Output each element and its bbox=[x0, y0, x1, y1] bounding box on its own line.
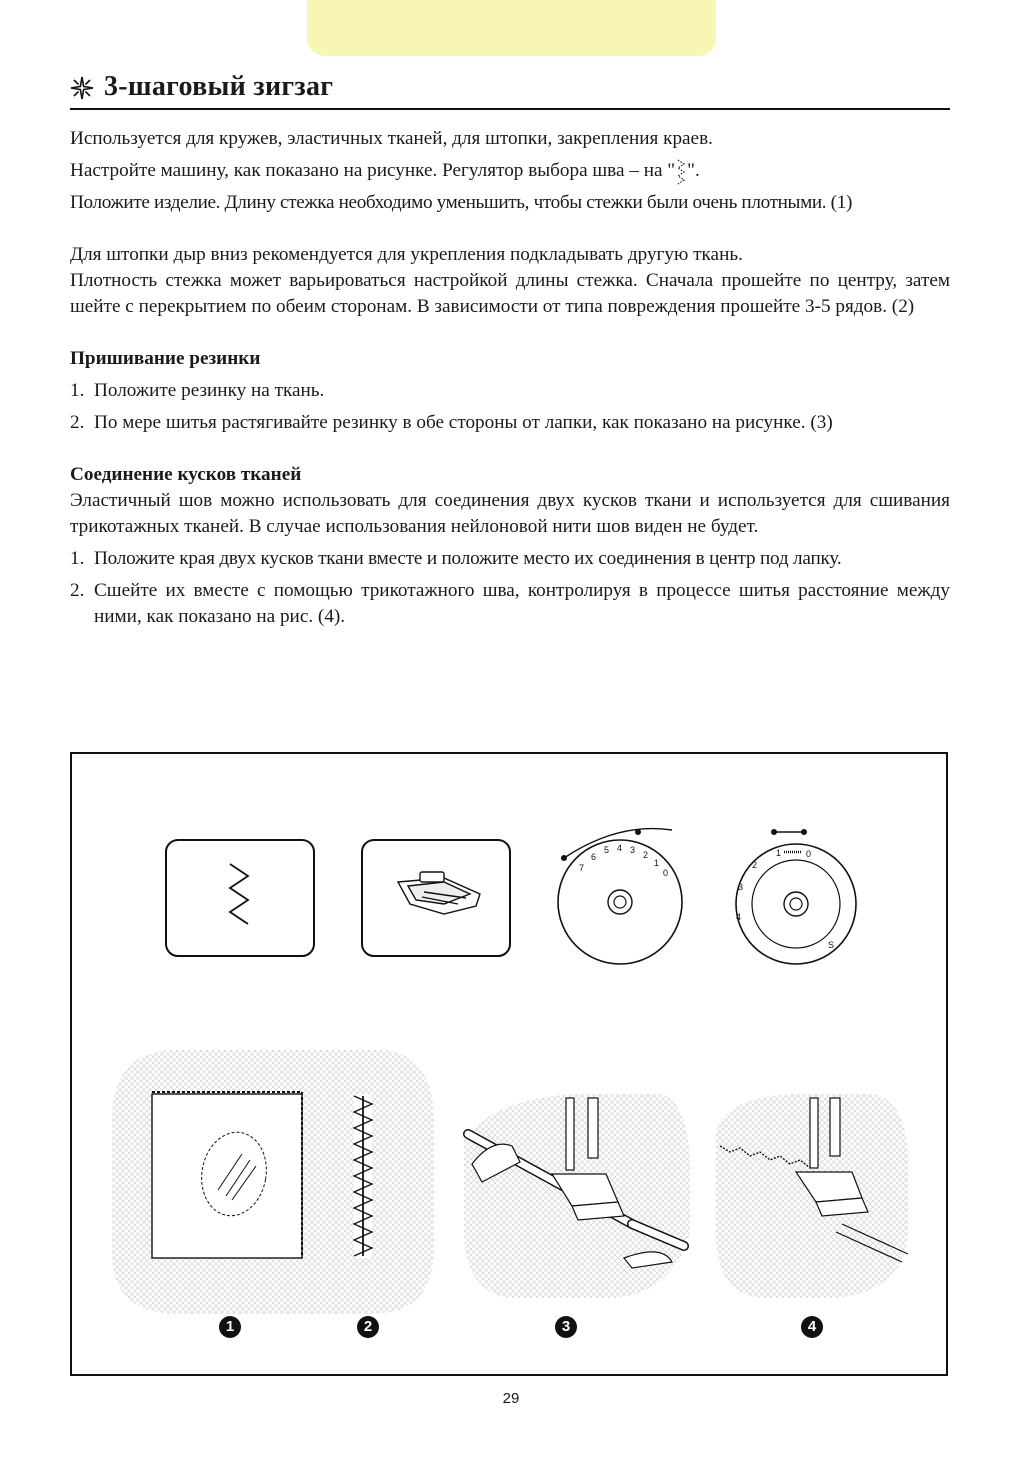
figure-badge-3: 3 bbox=[555, 1316, 577, 1338]
illustrations bbox=[72, 754, 946, 1374]
stitch-pattern-box bbox=[166, 840, 314, 956]
joining-heading: Соединение кусков тканей bbox=[70, 464, 302, 485]
elastic-heading: Пришивание резинки bbox=[70, 348, 261, 369]
instructions bbox=[70, 126, 950, 630]
paragraph-density: Плотность стежка может варьироваться настройкой длины стежка. Сначала прошейте по центру, затем шейте с перекрытием по обеим сторонам. В зависимости от типа повреждения прошейте 3-5 рядов. (2) bbox=[70, 270, 950, 317]
header-tab bbox=[307, 0, 716, 56]
dial-number: 3 bbox=[738, 882, 744, 892]
dial-number: 4 bbox=[736, 912, 742, 922]
list-item: 1. Положите резинку на ткань. bbox=[70, 380, 325, 401]
dial-number: 2 bbox=[752, 860, 758, 870]
title-text: 3-шаговый зигзаг bbox=[104, 71, 334, 102]
dial-number: 0 bbox=[663, 868, 669, 878]
dial-number: 5 bbox=[604, 845, 610, 855]
presser-foot-box bbox=[362, 840, 510, 956]
sparkle-icon bbox=[70, 76, 94, 100]
figure-badge-4: 4 bbox=[801, 1316, 823, 1338]
dial-number: 1 bbox=[654, 858, 660, 868]
page-title bbox=[70, 66, 950, 110]
dial-number: S bbox=[828, 940, 835, 950]
elastic-sewing-illustration bbox=[464, 1094, 690, 1298]
joining-illustration bbox=[716, 1094, 908, 1298]
darning-illustration bbox=[112, 1050, 434, 1314]
list-item: 1. Положите края двух кусков ткани вместе и положите место их соединения в центр под лапку. bbox=[70, 548, 842, 569]
dial-number: 6 bbox=[591, 852, 597, 862]
paragraph-setup: Настройте машину, как показано на рисунке. Регулятор выбора шва – на " ". bbox=[70, 158, 950, 184]
dial-number: 4 bbox=[617, 843, 623, 853]
paragraph-usage: Используется для кружев, эластичных тканей, для штопки, закрепления краев. bbox=[70, 128, 713, 149]
dial-number: 0 bbox=[806, 849, 812, 859]
list-item: 2. По мере шитья растягивайте резинку в обе стороны от лапки, как показано на рисунке. (3) bbox=[70, 412, 833, 433]
dial-number: 1 bbox=[776, 848, 782, 858]
illustration-panel bbox=[70, 752, 948, 1376]
figure-badge-1: 1 bbox=[219, 1316, 241, 1338]
paragraph-place-fabric: Положите изделие. Длину стежка необходимо уменьшить, чтобы стежки были очень плотными. (1) bbox=[70, 192, 852, 213]
dial-number: 7 bbox=[579, 863, 585, 873]
paragraph-darning-tip: Для штопки дыр вниз рекомендуется для укрепления подкладывать другую ткань. bbox=[70, 244, 743, 265]
list-item: 2. Сшейте их вместе с помощью трикотажного шва, контролируя в процессе шитья расстояние между ними, как показано на рис. (4). bbox=[70, 580, 950, 627]
paragraph-joining-intro: Эластичный шов можно использовать для соединения двух кусков ткани и используется для сшивания трикотажных тканей. В случае использования нейлоновой нити шов виден не будет. bbox=[70, 490, 950, 537]
stitch-width-dial bbox=[736, 829, 856, 964]
stitch-length-dial bbox=[558, 829, 682, 964]
page-number: 29 bbox=[502, 1390, 520, 1407]
zigzag-stitch-icon bbox=[675, 158, 687, 188]
dial-number: 2 bbox=[643, 850, 649, 860]
figure-badge-2: 2 bbox=[357, 1316, 379, 1338]
dial-number: 3 bbox=[630, 845, 636, 855]
